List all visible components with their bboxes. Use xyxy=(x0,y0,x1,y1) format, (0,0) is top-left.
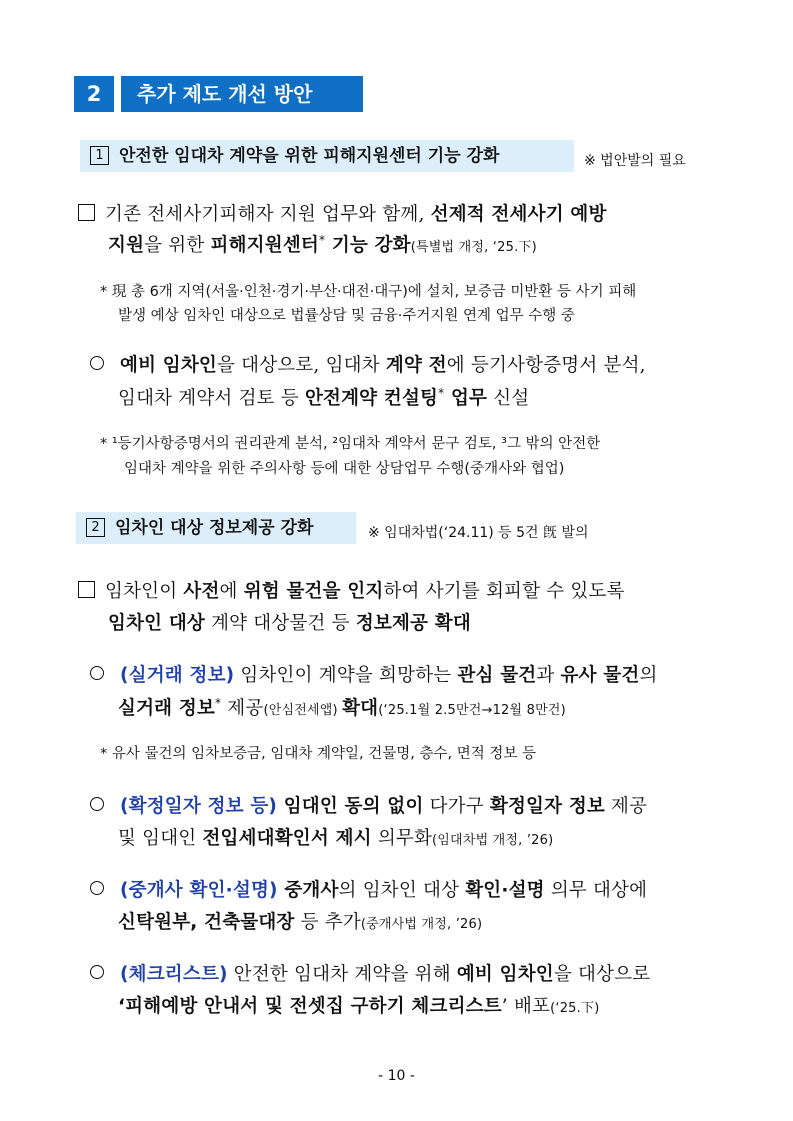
sub1-main-line1: 기존 전세사기피해자 지원 업무와 함께, 선제적 전세사기 예방 xyxy=(78,200,607,226)
circle-bullet-icon xyxy=(90,881,104,895)
sub2-bullet2-line2: 및 임대인 전입세대확인서 제시 의무화(임대차법 개정, ’26) xyxy=(118,828,554,849)
footnote-3: * 유사 물건의 임차보증금, 임대차 계약일, 건물명, 층수, 면적 정보 등 xyxy=(100,746,536,762)
sub2-bullet4-line1: (체크리스트) 안전한 임대차 계약을 위해 예비 임차인을 대상으로 xyxy=(90,960,650,986)
circle-bullet-icon xyxy=(90,356,104,370)
circle-bullet-icon xyxy=(90,797,104,811)
sub1-main-line2: 지원을 위한 피해지원센터* 기능 강화(특별법 개정, ‘25.下) xyxy=(108,232,537,256)
sub2-bullet1-line1: (실거래 정보) 임차인이 계약을 희망하는 관심 물건과 유사 물건의 xyxy=(90,661,658,687)
sub2-bullet4-line2: ‘피해예방 안내서 및 전셋집 구하기 체크리스트’ 배포(‘25.下) xyxy=(118,996,600,1017)
footnote-1-line1: * 現 총 6개 지역(서울·인천·경기·부산·대전·대구)에 설치, 보증금 미반환 등 사기 피해 xyxy=(100,284,637,300)
sub1-bullet-line1: 예비 임차인을 대상으로, 임대차 계약 전에 등기사항증명서 분석, xyxy=(90,351,646,377)
subsection-2-number: 2 xyxy=(86,518,105,537)
sub2-main-line1: 임차인이 사전에 위험 물건을 인지하여 사기를 회피할 수 있도록 xyxy=(78,577,625,603)
footnote-2-line2: 임대차 계약을 위한 주의사항 등에 대한 상담업무 수행(중개사와 협업) xyxy=(124,461,565,477)
subsection-1-note: ※ 법안발의 필요 xyxy=(584,153,686,169)
footnote-2-line1: * ¹등기사항증명서의 권리관계 분석, ²임대차 계약서 문구 검토, ³그 밖의 안전한 xyxy=(100,436,601,452)
section-number: 2 xyxy=(74,76,114,112)
sub2-main-line2: 임차인 대상 계약 대상물건 등 정보제공 확대 xyxy=(108,613,471,634)
sub1-bullet-line2: 임대차 계약서 검토 등 안전계약 컨설팅* 업무 신설 xyxy=(118,385,530,409)
page-number: - 10 - xyxy=(378,1068,415,1084)
subsection-1-title: 안전한 임대차 계약을 위한 피해지원센터 기능 강화 xyxy=(119,146,500,166)
subsection-2-header xyxy=(76,512,356,544)
sub2-bullet1-line2: 실거래 정보* 제공(안심전세앱) 확대(‘25.1월 2.5만건→12월 8만건) xyxy=(118,695,566,719)
subsection-2-title: 임차인 대상 정보제공 강화 xyxy=(115,518,314,538)
sub2-bullet2-line1: (확정일자 정보 등) 임대인 동의 없이 다가구 확정일자 정보 제공 xyxy=(90,792,647,818)
circle-bullet-icon xyxy=(90,965,104,979)
section-title: 추가 제도 개선 방안 xyxy=(121,76,363,112)
square-bullet-icon xyxy=(78,204,95,221)
subsection-1-header xyxy=(80,140,574,172)
subsection-1-number: 1 xyxy=(90,146,109,165)
footnote-1-line2: 발생 예상 임차인 대상으로 법률상담 및 금융·주거지원 연계 업무 수행 중 xyxy=(118,308,575,324)
square-bullet-icon xyxy=(78,581,95,598)
sub2-bullet3-line2: 신탁원부, 건축물대장 등 추가(중개사법 개정, ’26) xyxy=(118,912,483,933)
circle-bullet-icon xyxy=(90,666,104,680)
subsection-2-note: ※ 임대차법(‘24.11) 등 5건 旣 발의 xyxy=(368,525,589,541)
sub2-bullet3-line1: (중개사 확인·설명) 중개사의 임차인 대상 확인·설명 의무 대상에 xyxy=(90,876,647,902)
